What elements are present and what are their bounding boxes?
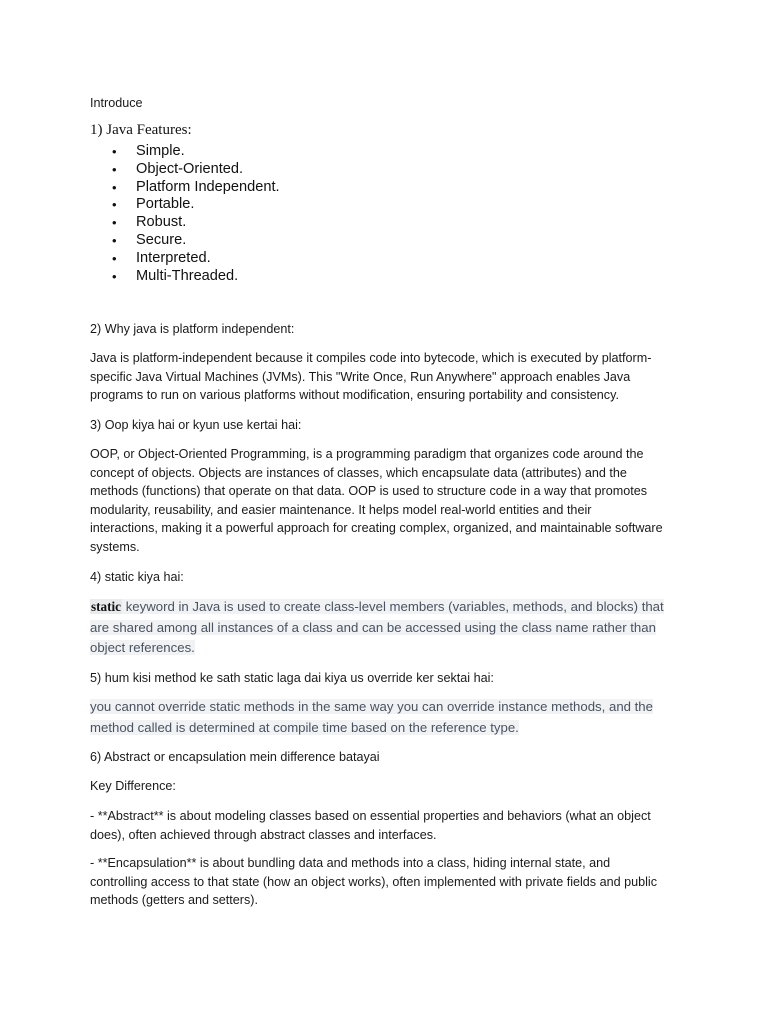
- bullet-icon: •: [112, 179, 117, 195]
- answer-3: OOP, or Object-Oriented Programming, is a programming paradigm that organizes code around the concept of objects. Objects are instances of classes, which encapsulate data (attributes) and the methods (functions) that operate on that data. OOP is used to structure code in a way that promotes modularity, reusability, and easier maintenance. It helps model real-world entities and their interactions, making it a powerful approach for creating complex, organized, and maintainable software systems.: [90, 447, 663, 554]
- list-item: • Robust.: [112, 214, 187, 231]
- answer-5: you cannot override static methods in the same way you can override instance methods, and the method called is determined at compile time based on the reference type.: [90, 699, 653, 735]
- bullet-icon: •: [112, 232, 117, 248]
- java-features-heading: 1) Java Features:: [90, 122, 192, 138]
- intro-text: Introduce: [90, 96, 143, 110]
- list-item: • Platform Independent.: [112, 178, 280, 195]
- list-item: • Secure.: [112, 231, 187, 248]
- question-2: 2) Why java is platform independent:: [90, 322, 295, 336]
- list-item: • Simple.: [112, 143, 185, 159]
- list-item: • Portable.: [112, 196, 195, 213]
- bullet-icon: •: [112, 215, 117, 231]
- question-4: 4) static kiya hai:: [90, 570, 184, 584]
- bullet-icon: •: [112, 161, 117, 177]
- answer-2: Java is platform-independent because it compiles code into bytecode, which is executed by platform- specific Java Virtual Machines (JVMs). This "Write Once, Run Anywhere" approach enables Java programs to run on various platforms without modification, ensuring portability and consistency.: [90, 351, 652, 403]
- question-3: 3) Oop kiya hai or kyun use kertai hai:: [90, 418, 302, 432]
- list-item: • Multi-Threaded.: [112, 267, 239, 284]
- bullet-icon: •: [112, 197, 117, 213]
- abstract-difference: - **Abstract** is about modeling classes based on essential properties and behaviors (what an object does), often achieved through abstract classes and interfaces.: [90, 809, 651, 842]
- static-keyword: static: [91, 599, 122, 614]
- list-item: • Interpreted.: [112, 249, 211, 266]
- bullet-icon: •: [112, 144, 117, 159]
- question-6: 6) Abstract or encapsulation mein difference batayai: [90, 750, 380, 764]
- key-difference-label: Key Difference:: [90, 779, 176, 793]
- encapsulation-difference: - **Encapsulation** is about bundling data and methods into a class, hiding internal state, and controlling access to that state (how an object works), often implemented with private fields and public methods (getters and setters).: [90, 856, 658, 908]
- java-features-list: [90, 143, 280, 285]
- bullet-icon: •: [112, 250, 117, 266]
- list-item: • Object-Oriented.: [112, 160, 244, 177]
- bullet-icon: •: [112, 268, 117, 284]
- answer-4: static keyword in Java is used to create class-level members (variables, methods, and blocks) that are shared among all instances of a class and can be accessed using the class name rather than object references.: [90, 599, 664, 656]
- question-5: 5) hum kisi method ke sath static laga dai kiya us override ker sektai hai:: [90, 671, 494, 685]
